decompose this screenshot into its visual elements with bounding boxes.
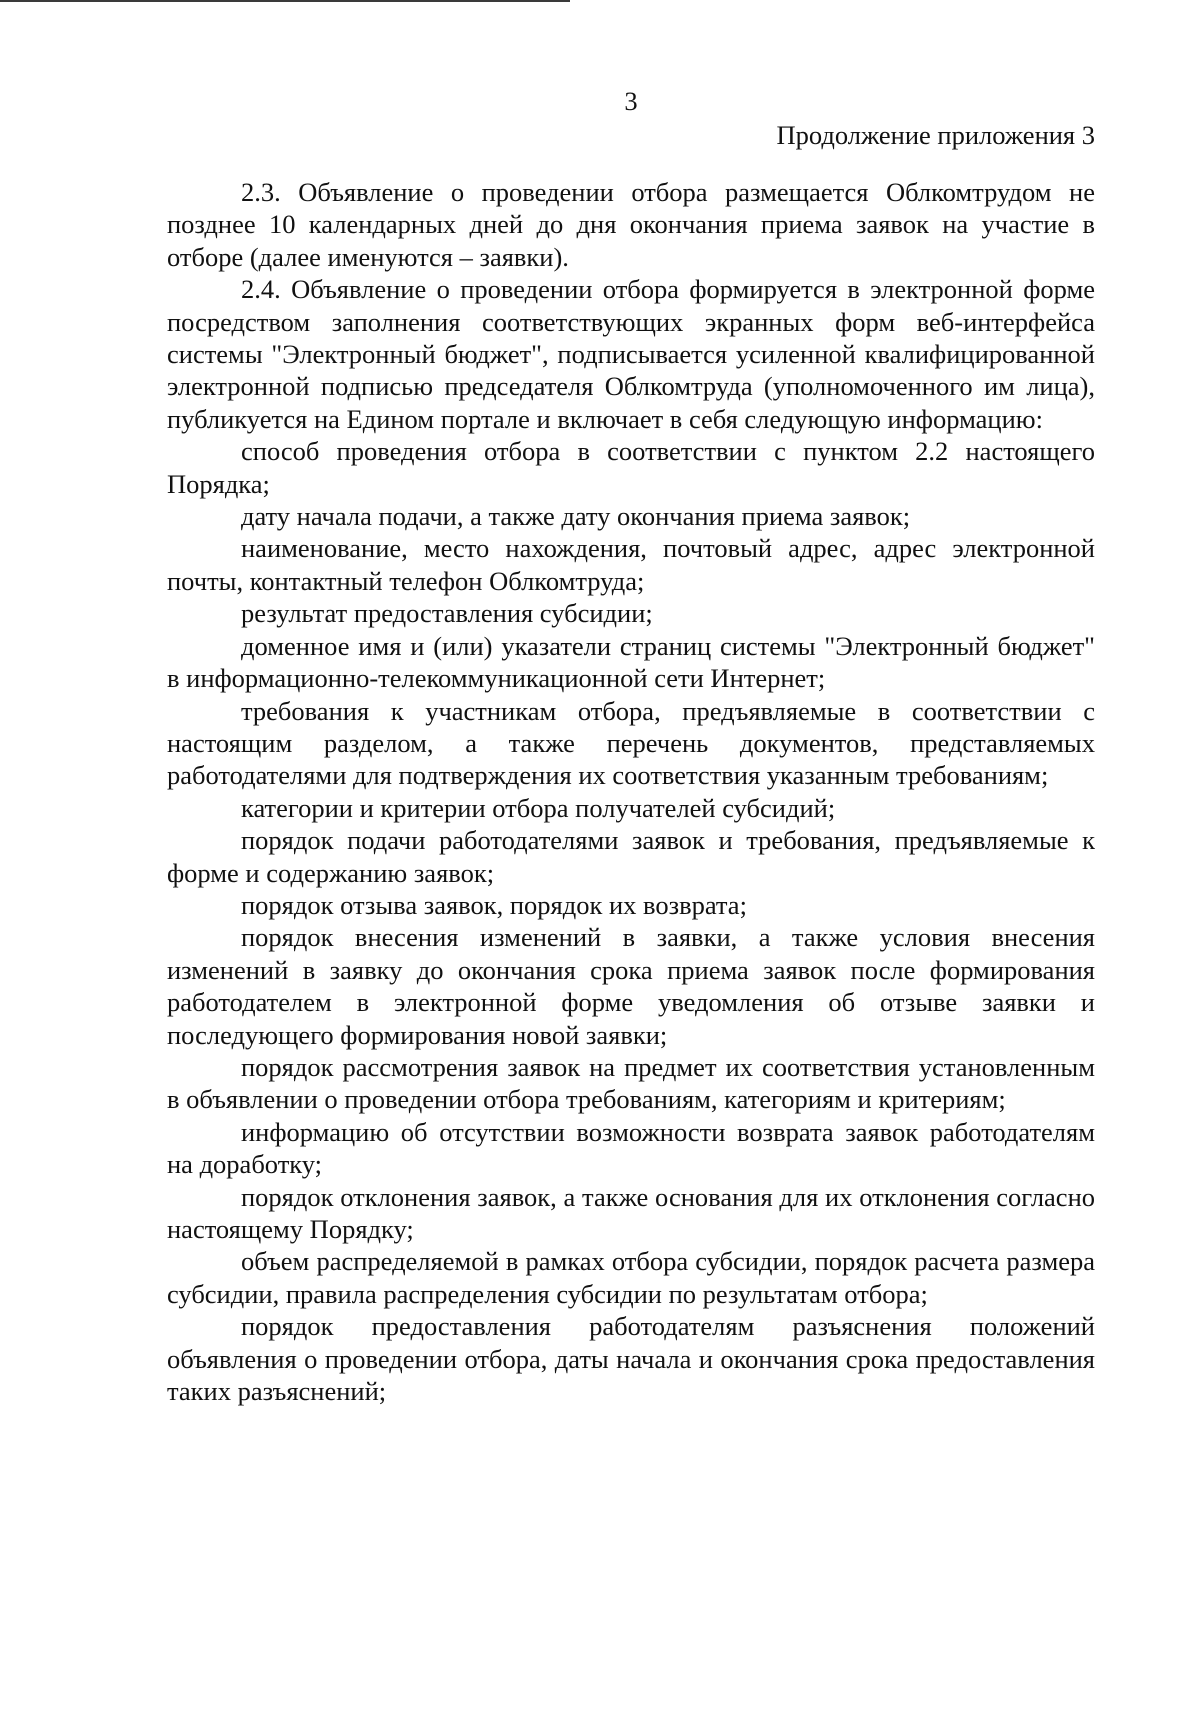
list-item-amendment-order: порядок внесения изменений в заявки, а также условия внесения изменений в заявку до окончания срока приема заявок после формирования работодателем в электронной форме уведомления об отзыве заявки и последующего формирования новой заявки; [167, 922, 1095, 1050]
list-item-categories-criteria: категории и критерии отбора получателей субсидий; [241, 792, 836, 823]
list-item-selection-method: способ проведения отбора в соответствии с пунктом 2.2 настоящего Порядка; [167, 436, 1095, 499]
list-item-no-return-info: информацию об отсутствии возможности возврата заявок работодателям на доработку; [167, 1116, 1095, 1180]
document-page [167, 78, 1095, 1407]
list-item-domain-name: доменное имя и (или) указатели страниц системы "Электронный бюджет" в информационно-телекоммуникационной сети Интернет; [167, 630, 1095, 694]
list-item-participant-requirements: требования к участникам отбора, предъявляемые в соответствии с настоящим разделом, а также перечень документов, представляемых работодателями для подтверждения их соответствия указанным требованиям; [167, 695, 1095, 791]
list-item-withdrawal-order: порядок отзыва заявок, порядок их возврата; [241, 889, 747, 920]
paragraph-2-3: 2.3. Объявление о проведении отбора размещается Облкомтрудом не позднее 10 календарных дней до дня окончания приема заявок на участие в отборе (далее именуются – заявки). [167, 177, 1095, 272]
list-item-review-order: порядок рассмотрения заявок на предмет их соответствия установленным в объявлении о проведении отбора требованиям, категориям и критериям; [167, 1051, 1095, 1115]
list-item-clarifications: порядок предоставления работодателям разъяснения положений объявления о проведении отбора, даты начала и окончания срока предоставления таких разъяснений; [167, 1311, 1095, 1407]
list-item-contacts: наименование, место нахождения, почтовый адрес, адрес электронной почты, контактный телефон Облкомтруда; [167, 533, 1095, 596]
appendix-continuation-label: Продолжение приложения 3 [776, 120, 1095, 150]
paragraph-2-4: 2.4. Объявление о проведении отбора формируется в электронной форме посредством заполнения соответствующих экранных форм веб-интерфейса системы "Электронный бюджет", подписывается усиленной квалифицированной электронной подписью председателя Облкомтруда (уполномоченного им лица), публикуется на Едином портале и включает в себя следующую информацию: [167, 274, 1095, 434]
list-item-submission-order: порядок подачи работодателями заявок и требования, предъявляемые к форме и содержанию заявок; [167, 825, 1095, 888]
page-number: 3 [624, 86, 638, 116]
list-item-result: результат предоставления субсидии; [241, 598, 653, 629]
scan-edge-line [0, 0, 570, 2]
list-item-subsidy-volume: объем распределяемой в рамках отбора субсидии, порядок расчета размера субсидии, правила распределения субсидии по результатам отбора; [167, 1246, 1095, 1309]
list-item-dates: дату начала подачи, а также дату окончания приема заявок; [241, 501, 911, 532]
list-item-rejection-order: порядок отклонения заявок, а также основания для их отклонения согласно настоящему Порядку; [167, 1181, 1095, 1244]
